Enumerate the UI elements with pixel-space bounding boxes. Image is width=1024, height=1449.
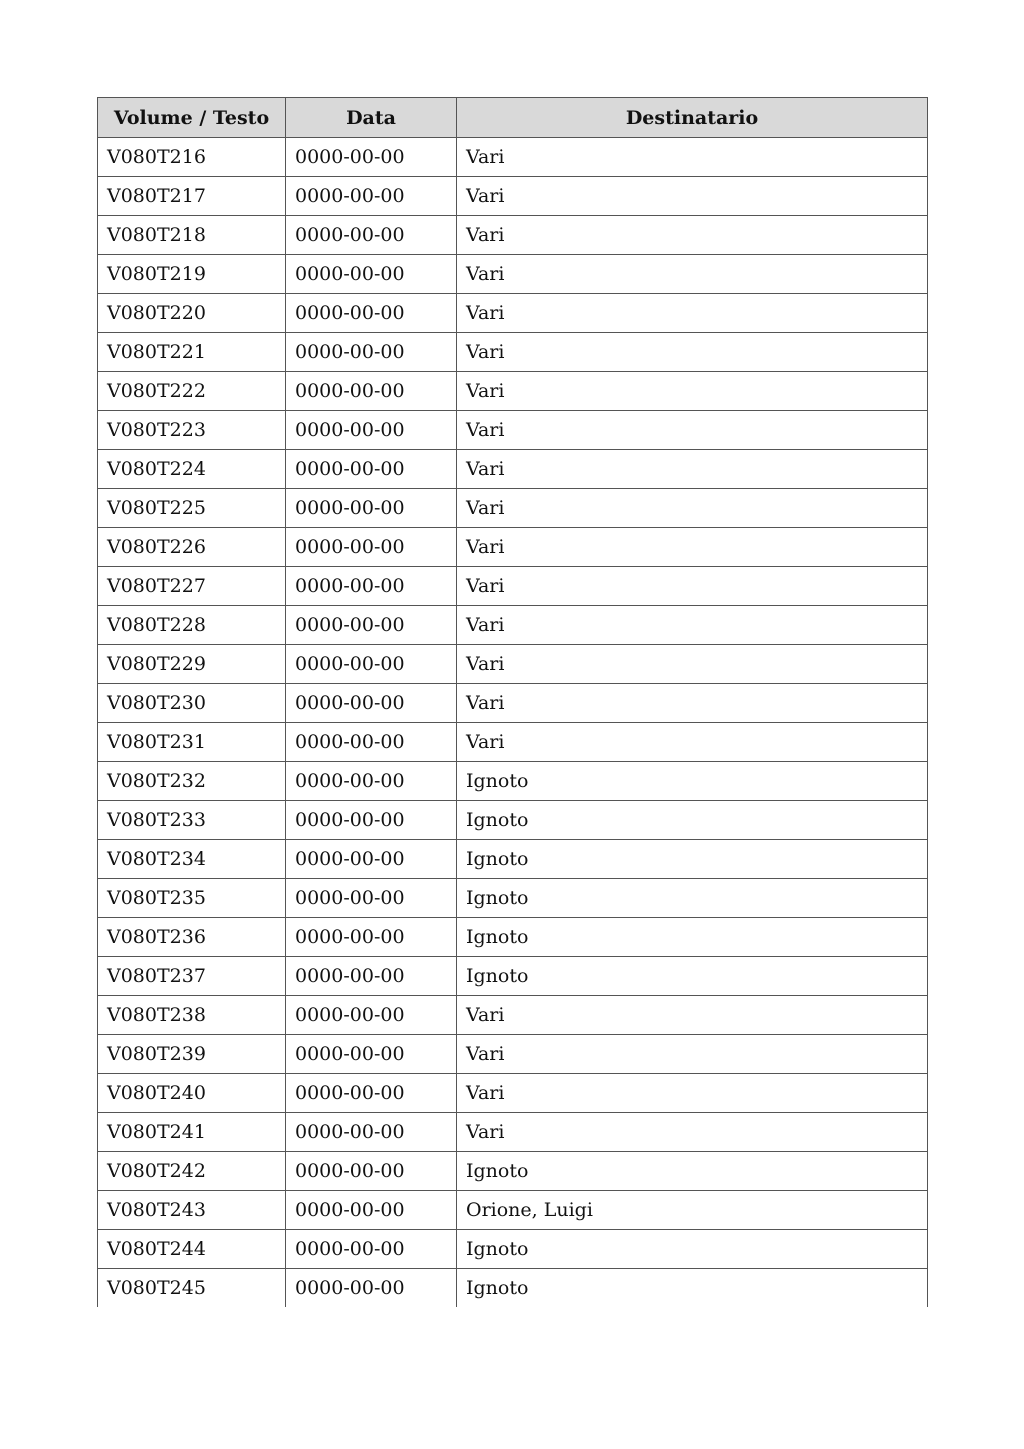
cell-data: 0000-00-00 bbox=[286, 879, 457, 918]
cell-data: 0000-00-00 bbox=[286, 450, 457, 489]
table-row bbox=[98, 1191, 928, 1230]
cell-destinatario: Orione, Luigi bbox=[457, 1191, 928, 1230]
table-row bbox=[98, 840, 928, 879]
cell-volume-testo: V080T220 bbox=[98, 294, 286, 333]
table-row bbox=[98, 1074, 928, 1113]
cell-volume-testo: V080T234 bbox=[98, 840, 286, 879]
cell-volume-testo: V080T222 bbox=[98, 372, 286, 411]
header-row bbox=[98, 98, 928, 138]
cell-data: 0000-00-00 bbox=[286, 684, 457, 723]
cell-destinatario: Ignoto bbox=[457, 801, 928, 840]
cell-destinatario: Vari bbox=[457, 255, 928, 294]
table-row bbox=[98, 528, 928, 567]
cell-data: 0000-00-00 bbox=[286, 1230, 457, 1269]
table-row bbox=[98, 216, 928, 255]
column-header-volume-testo: Volume / Testo bbox=[98, 98, 286, 138]
column-header-data: Data bbox=[286, 98, 457, 138]
cell-data: 0000-00-00 bbox=[286, 489, 457, 528]
cell-volume-testo: V080T237 bbox=[98, 957, 286, 996]
cell-volume-testo: V080T224 bbox=[98, 450, 286, 489]
table-row bbox=[98, 996, 928, 1035]
cell-destinatario: Vari bbox=[457, 489, 928, 528]
table-row bbox=[98, 255, 928, 294]
table-row bbox=[98, 1113, 928, 1152]
table-row bbox=[98, 567, 928, 606]
table-row bbox=[98, 645, 928, 684]
cell-data: 0000-00-00 bbox=[286, 177, 457, 216]
table-row bbox=[98, 411, 928, 450]
cell-destinatario: Vari bbox=[457, 528, 928, 567]
cell-destinatario: Vari bbox=[457, 411, 928, 450]
cell-volume-testo: V080T245 bbox=[98, 1269, 286, 1308]
table-row bbox=[98, 450, 928, 489]
table-row bbox=[98, 684, 928, 723]
column-header-destinatario: Destinatario bbox=[457, 98, 928, 138]
cell-volume-testo: V080T225 bbox=[98, 489, 286, 528]
cell-destinatario: Ignoto bbox=[457, 879, 928, 918]
cell-data: 0000-00-00 bbox=[286, 801, 457, 840]
cell-data: 0000-00-00 bbox=[286, 645, 457, 684]
table-row bbox=[98, 489, 928, 528]
table-row bbox=[98, 333, 928, 372]
cell-destinatario: Ignoto bbox=[457, 762, 928, 801]
cell-destinatario: Vari bbox=[457, 333, 928, 372]
cell-volume-testo: V080T241 bbox=[98, 1113, 286, 1152]
cell-destinatario: Vari bbox=[457, 645, 928, 684]
table-row bbox=[98, 801, 928, 840]
cell-data: 0000-00-00 bbox=[286, 255, 457, 294]
table-row bbox=[98, 606, 928, 645]
table-row bbox=[98, 177, 928, 216]
cell-volume-testo: V080T227 bbox=[98, 567, 286, 606]
cell-destinatario: Vari bbox=[457, 606, 928, 645]
table-row bbox=[98, 372, 928, 411]
cell-volume-testo: V080T228 bbox=[98, 606, 286, 645]
cell-data: 0000-00-00 bbox=[286, 528, 457, 567]
table-row bbox=[98, 1230, 928, 1269]
cell-volume-testo: V080T242 bbox=[98, 1152, 286, 1191]
cell-destinatario: Vari bbox=[457, 723, 928, 762]
cell-volume-testo: V080T221 bbox=[98, 333, 286, 372]
cell-destinatario: Vari bbox=[457, 996, 928, 1035]
cell-volume-testo: V080T244 bbox=[98, 1230, 286, 1269]
document-page bbox=[97, 97, 927, 1307]
cell-volume-testo: V080T219 bbox=[98, 255, 286, 294]
cell-volume-testo: V080T240 bbox=[98, 1074, 286, 1113]
table-row bbox=[98, 1269, 928, 1308]
cell-volume-testo: V080T239 bbox=[98, 1035, 286, 1074]
cell-data: 0000-00-00 bbox=[286, 333, 457, 372]
cell-volume-testo: V080T236 bbox=[98, 918, 286, 957]
cell-destinatario: Ignoto bbox=[457, 1269, 928, 1308]
cell-volume-testo: V080T233 bbox=[98, 801, 286, 840]
cell-destinatario: Ignoto bbox=[457, 957, 928, 996]
cell-data: 0000-00-00 bbox=[286, 606, 457, 645]
table-row bbox=[98, 879, 928, 918]
table-row bbox=[98, 1035, 928, 1074]
cell-volume-testo: V080T229 bbox=[98, 645, 286, 684]
table-row bbox=[98, 294, 928, 333]
cell-destinatario: Ignoto bbox=[457, 1230, 928, 1269]
cell-destinatario: Ignoto bbox=[457, 840, 928, 879]
cell-data: 0000-00-00 bbox=[286, 1113, 457, 1152]
cell-destinatario: Vari bbox=[457, 138, 928, 177]
table-row bbox=[98, 762, 928, 801]
cell-destinatario: Vari bbox=[457, 372, 928, 411]
cell-data: 0000-00-00 bbox=[286, 372, 457, 411]
cell-data: 0000-00-00 bbox=[286, 762, 457, 801]
table-row bbox=[98, 957, 928, 996]
cell-data: 0000-00-00 bbox=[286, 918, 457, 957]
cell-destinatario: Vari bbox=[457, 294, 928, 333]
cell-data: 0000-00-00 bbox=[286, 1191, 457, 1230]
cell-volume-testo: V080T235 bbox=[98, 879, 286, 918]
table-row bbox=[98, 1152, 928, 1191]
cell-destinatario: Vari bbox=[457, 450, 928, 489]
cell-volume-testo: V080T238 bbox=[98, 996, 286, 1035]
letters-table bbox=[97, 97, 928, 1307]
cell-destinatario: Vari bbox=[457, 1074, 928, 1113]
cell-data: 0000-00-00 bbox=[286, 957, 457, 996]
cell-data: 0000-00-00 bbox=[286, 1152, 457, 1191]
cell-data: 0000-00-00 bbox=[286, 1035, 457, 1074]
cell-data: 0000-00-00 bbox=[286, 138, 457, 177]
cell-data: 0000-00-00 bbox=[286, 411, 457, 450]
cell-volume-testo: V080T230 bbox=[98, 684, 286, 723]
table-row bbox=[98, 723, 928, 762]
cell-data: 0000-00-00 bbox=[286, 216, 457, 255]
cell-destinatario: Ignoto bbox=[457, 918, 928, 957]
cell-data: 0000-00-00 bbox=[286, 1074, 457, 1113]
cell-data: 0000-00-00 bbox=[286, 294, 457, 333]
cell-destinatario: Ignoto bbox=[457, 1152, 928, 1191]
cell-destinatario: Vari bbox=[457, 177, 928, 216]
cell-volume-testo: V080T232 bbox=[98, 762, 286, 801]
cell-volume-testo: V080T243 bbox=[98, 1191, 286, 1230]
table-header bbox=[98, 98, 928, 138]
cell-data: 0000-00-00 bbox=[286, 1269, 457, 1308]
cell-data: 0000-00-00 bbox=[286, 723, 457, 762]
table-row bbox=[98, 138, 928, 177]
cell-data: 0000-00-00 bbox=[286, 996, 457, 1035]
cell-data: 0000-00-00 bbox=[286, 567, 457, 606]
cell-destinatario: Vari bbox=[457, 1035, 928, 1074]
cell-volume-testo: V080T216 bbox=[98, 138, 286, 177]
table-body bbox=[98, 138, 928, 1308]
cell-volume-testo: V080T223 bbox=[98, 411, 286, 450]
cell-destinatario: Vari bbox=[457, 684, 928, 723]
cell-destinatario: Vari bbox=[457, 216, 928, 255]
table-row bbox=[98, 918, 928, 957]
cell-destinatario: Vari bbox=[457, 1113, 928, 1152]
cell-volume-testo: V080T226 bbox=[98, 528, 286, 567]
cell-destinatario: Vari bbox=[457, 567, 928, 606]
cell-volume-testo: V080T218 bbox=[98, 216, 286, 255]
cell-data: 0000-00-00 bbox=[286, 840, 457, 879]
cell-volume-testo: V080T217 bbox=[98, 177, 286, 216]
cell-volume-testo: V080T231 bbox=[98, 723, 286, 762]
